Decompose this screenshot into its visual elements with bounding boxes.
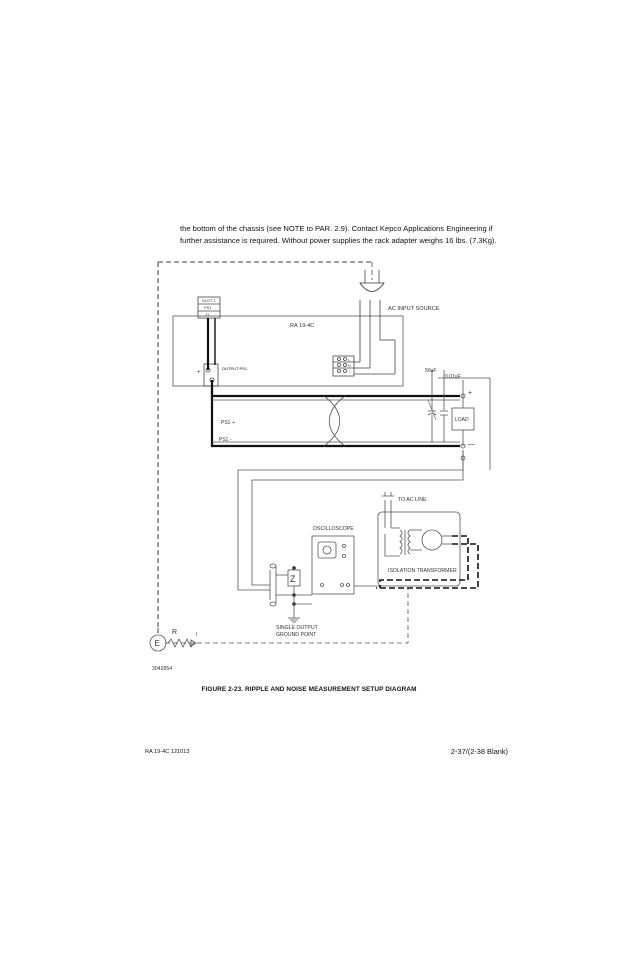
terminal-label-l: L xyxy=(348,358,350,362)
output-label: OUTPUT PS1 xyxy=(222,366,248,371)
ac-line-label: TO AC LINE xyxy=(398,497,427,503)
ground-label-2: GROUND POINT xyxy=(276,632,317,638)
body-line-1: the bottom of the chassis (see NOTE to PAR. 2.9). Contact Kepco Applications Engineering if xyxy=(180,224,493,233)
isolation-transformer-box xyxy=(378,512,460,586)
e-label: E xyxy=(154,639,160,648)
ps-label: PS1 xyxy=(204,305,212,310)
z-label: Z xyxy=(290,574,296,584)
output-lead-plus xyxy=(208,318,460,396)
scope-power-cable-2 xyxy=(376,544,478,588)
load-plus: + xyxy=(468,390,473,397)
ps-minus-label: PS1 - xyxy=(219,437,232,443)
ground-label-1: SINGLE OUTPUT xyxy=(276,625,318,631)
r-label: R xyxy=(172,629,178,636)
slot-label: SLOT 1 xyxy=(202,298,216,303)
j-label: J1 xyxy=(205,312,210,317)
dashed-ground-path xyxy=(158,262,372,633)
load-label: LOAD xyxy=(455,417,469,423)
cap1-label: 50uF xyxy=(425,368,437,374)
figure-caption: FIGURE 2-23. RIPPLE AND NOISE MEASUREMENT SETUP DIAGRAM xyxy=(201,686,417,693)
plus-sign: + xyxy=(197,370,201,376)
i-label: I xyxy=(196,632,198,638)
footer-page-number: 2-37/(2-38 Blank) xyxy=(450,747,508,756)
transformer-coil-right xyxy=(408,530,410,554)
rack-label: RA 19-4C xyxy=(290,323,315,329)
capacitor-50uf xyxy=(428,411,436,415)
load-minus: — xyxy=(468,441,475,448)
ac-plug xyxy=(360,283,384,292)
capacitor-001uf xyxy=(440,411,448,415)
footer-doc-id: RA 19-4C 121013 xyxy=(145,749,190,755)
terminal-label-n: N xyxy=(348,364,351,368)
terminal-label-ground: ⏚ xyxy=(348,370,352,374)
drawing-number: 3042854 xyxy=(152,666,173,672)
ps-plus-label: PS1 + xyxy=(221,420,235,426)
scope-label: OSCILLOSCOPE xyxy=(313,526,354,532)
cap2-label: 0.01uF xyxy=(445,374,461,380)
transformer-coil-left xyxy=(400,530,402,554)
twisted-pair-symbol xyxy=(324,396,345,446)
body-line-2: further assistance is required. Without power supplies the rack adapter weighs 16 lbs. (7.3Kg). xyxy=(180,235,497,245)
transformer-plug xyxy=(422,530,442,550)
isolation-label: ISOLATION TRANSFORMER xyxy=(388,568,457,574)
ac-input-label: AC INPUT SOURCE xyxy=(388,306,440,312)
